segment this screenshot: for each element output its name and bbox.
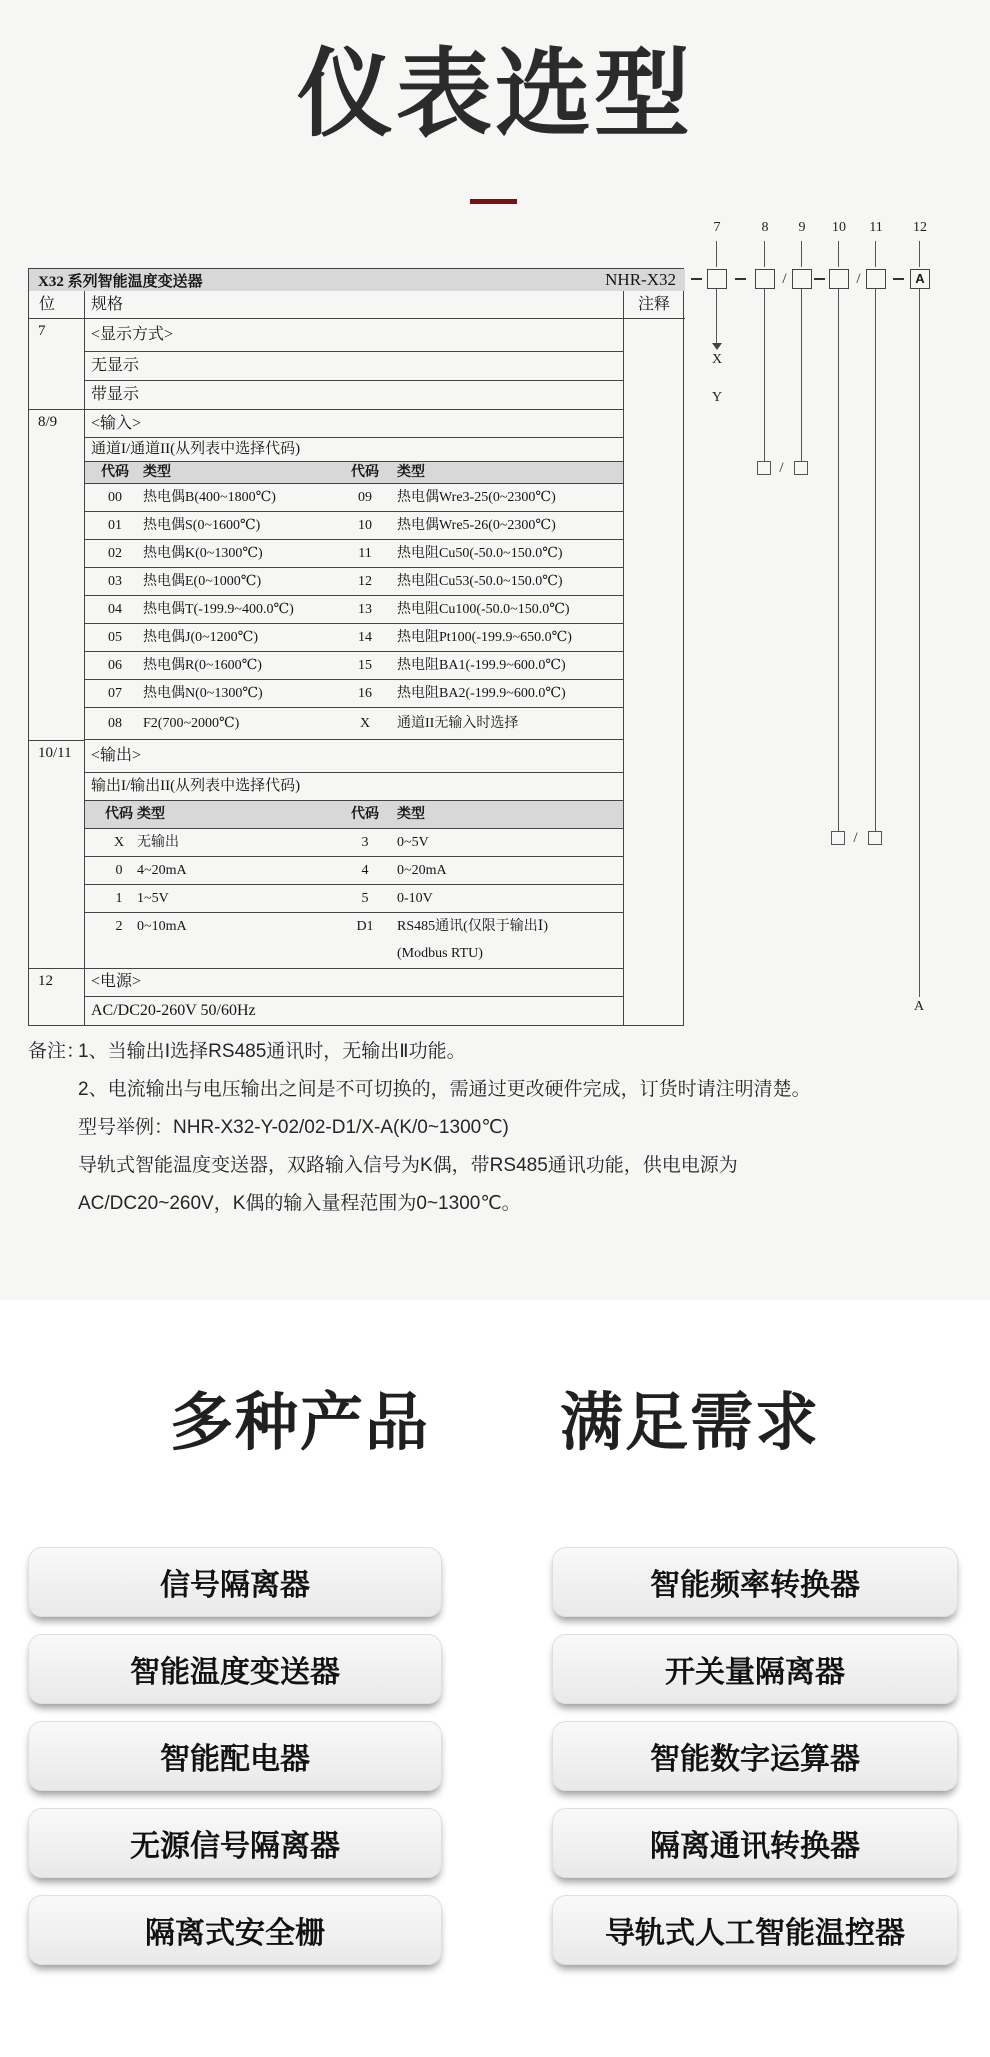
- output-row: [85, 829, 623, 857]
- connector-7: [716, 289, 717, 343]
- input-code: X: [359, 716, 371, 731]
- note-line-2: 2、电流输出与电压输出之间是不可切换的，需通过更改硬件完成，订货时请注明清楚。: [78, 1079, 811, 1100]
- table-header-row: [29, 291, 685, 319]
- output-code: 2: [115, 919, 123, 934]
- product-card-digital-calculator[interactable]: 智能数字运算器: [552, 1721, 958, 1791]
- annotation-x: X: [711, 352, 723, 367]
- code-box-11: [866, 269, 886, 289]
- input-row: [85, 540, 623, 568]
- input-code: 09: [358, 490, 372, 505]
- input-type: 热电偶Wre3-25(0~2300℃): [397, 490, 556, 505]
- notes-label: 备注：: [28, 1041, 86, 1062]
- table-title-bar: [29, 269, 685, 291]
- output-code: 3: [361, 835, 369, 850]
- input-row: [85, 652, 623, 680]
- digit-tick: [838, 241, 839, 267]
- input-type: 热电阻BA1(-199.9~600.0℃): [397, 658, 566, 673]
- spec-row-input-subtitle: 通道I/通道II(从列表中选择代码): [85, 438, 623, 462]
- spec-row-with-display: 带显示: [85, 381, 623, 410]
- product-card-comm-converter[interactable]: 隔离通讯转换器: [552, 1808, 958, 1878]
- output-row: [85, 913, 623, 969]
- annotation-slash: /: [779, 460, 784, 476]
- type-header: 类型: [137, 807, 165, 822]
- placeholder-box: [831, 831, 845, 845]
- spec-row-output-subtitle: 输出I/输出II(从列表中选择代码): [85, 773, 623, 801]
- input-code: 14: [358, 630, 372, 645]
- output-type-line2: (Modbus RTU): [397, 946, 483, 961]
- input-row: [85, 596, 623, 624]
- product-card-temp-transmitter[interactable]: 智能温度变送器: [28, 1634, 442, 1704]
- input-type: 热电阻Cu100(-50.0~150.0℃): [397, 602, 570, 617]
- input-code: 05: [108, 630, 122, 645]
- output-row: [85, 857, 623, 885]
- note-line-5: AC/DC20~260V，K偶的输入量程范围为0~1300℃。: [78, 1193, 521, 1214]
- input-row: [85, 624, 623, 652]
- code-header: 代码: [351, 807, 379, 822]
- output-code: 4: [361, 863, 369, 878]
- spec-row-input-title: <输入>: [85, 410, 623, 438]
- v-divider-note: [623, 291, 624, 1026]
- connector-11: [875, 289, 876, 831]
- input-code: 12: [358, 574, 372, 589]
- input-row: [85, 512, 623, 540]
- connector-12: [919, 289, 920, 997]
- output-type: 0~10mA: [137, 919, 187, 934]
- digit-tick: [716, 241, 717, 267]
- input-code: 07: [108, 686, 122, 701]
- code-digit-8: 8: [761, 220, 769, 235]
- product-card-safety-barrier[interactable]: 隔离式安全栅: [28, 1895, 442, 1965]
- code-box-10: [829, 269, 849, 289]
- input-type: 热电偶J(0~1200℃): [143, 630, 259, 645]
- input-row: [85, 484, 623, 512]
- col-header-pos: 位: [39, 296, 56, 313]
- code-dash: [735, 278, 746, 280]
- annotation-a: A: [913, 999, 925, 1014]
- arrow-down-icon: [712, 343, 722, 350]
- input-type: 热电偶N(0~1300℃): [143, 686, 263, 701]
- input-code: 15: [358, 658, 372, 673]
- note-line-4: 导轨式智能温度变送器，双路输入信号为K偶，带RS485通讯功能，供电电源为: [78, 1155, 738, 1176]
- product-card-passive-isolator[interactable]: 无源信号隔离器: [28, 1808, 442, 1878]
- input-type: 热电偶E(0~1000℃): [143, 574, 262, 589]
- output-code: 1: [115, 891, 123, 906]
- output-type: 0-10V: [397, 891, 433, 906]
- input-code: 10: [358, 518, 372, 533]
- input-type: 热电偶B(400~1800℃): [143, 490, 276, 505]
- output-type: RS485通讯(仅限于输出Ⅰ): [397, 919, 548, 934]
- spec-row-power-title: <电源>: [85, 968, 623, 997]
- product-card-switch-isolator[interactable]: 开关量隔离器: [552, 1634, 958, 1704]
- block-line: [29, 740, 85, 741]
- code-digit-7: 7: [713, 220, 721, 235]
- input-code: 02: [108, 546, 122, 561]
- annotation-y: Y: [711, 390, 723, 405]
- type-header: 类型: [143, 465, 171, 480]
- output-row: [85, 885, 623, 913]
- model-prefix: NHR-X32: [605, 270, 676, 289]
- title-accent-dash: [470, 199, 517, 204]
- digit-tick: [764, 241, 765, 267]
- type-header: 类型: [397, 807, 425, 822]
- annotation-slash: /: [853, 830, 858, 846]
- output-type: 0~5V: [397, 835, 429, 850]
- output-code: 0: [115, 863, 123, 878]
- output-type: 1~5V: [137, 891, 169, 906]
- code-box-7: [707, 269, 727, 289]
- spec-row-output-title: <输出>: [85, 740, 623, 773]
- block-line: [29, 409, 85, 410]
- selection-table: [28, 268, 684, 1026]
- input-type: 热电阻BA2(-199.9~600.0℃): [397, 686, 566, 701]
- digit-tick: [875, 241, 876, 267]
- input-code: 03: [108, 574, 122, 589]
- digit-tick: [801, 241, 802, 267]
- input-code: 08: [108, 716, 122, 731]
- pos-label-7: 7: [38, 323, 46, 339]
- input-type: 热电偶T(-199.9~400.0℃): [143, 602, 294, 617]
- col-header-spec: 规格: [91, 296, 124, 313]
- code-header: 代码: [351, 465, 379, 480]
- code-digit-9: 9: [798, 220, 806, 235]
- spec-row-display-title: <显示方式>: [85, 319, 623, 352]
- spec-row-no-display: 无显示: [85, 352, 623, 381]
- product-card-frequency-converter[interactable]: 智能频率转换器: [552, 1547, 958, 1617]
- output-type: 0~20mA: [397, 863, 447, 878]
- digit-tick: [919, 241, 920, 267]
- code-slash: /: [782, 271, 787, 287]
- input-code: 13: [358, 602, 372, 617]
- output-code: D1: [356, 919, 374, 934]
- placeholder-box: [757, 461, 771, 475]
- output-type: 无输出: [137, 835, 179, 850]
- product-card-rail-ai-controller[interactable]: 导轨式人工智能温控器: [552, 1895, 958, 1965]
- input-row: [85, 708, 623, 740]
- input-type: 热电阻Cu53(-50.0~150.0℃): [397, 574, 563, 589]
- input-type: F2(700~2000℃): [143, 716, 240, 731]
- input-row: [85, 680, 623, 708]
- input-type: 热电偶S(0~1600℃): [143, 518, 261, 533]
- pos-label-10-11: 10/11: [38, 745, 72, 761]
- code-header: 代码: [105, 807, 133, 822]
- col-header-note: 注释: [637, 296, 670, 313]
- input-code: 00: [108, 490, 122, 505]
- note-line-3: 型号举例：NHR-X32-Y-02/02-D1/X-A(K/0~1300℃): [78, 1117, 509, 1138]
- code-digit-10: 10: [832, 220, 846, 235]
- spec-row-power-value: AC/DC20-260V 50/60Hz: [91, 1002, 256, 1019]
- code-dash: [814, 278, 825, 280]
- note-line-1: 1、当输出Ⅰ选择RS485通讯时，无输出Ⅱ功能。: [78, 1041, 466, 1062]
- code-box-9: [792, 269, 812, 289]
- input-code: 01: [108, 518, 122, 533]
- pos-label-8-9: 8/9: [38, 414, 58, 430]
- input-type: 热电阻Pt100(-199.9~650.0℃): [397, 630, 572, 645]
- input-code-header: [85, 462, 623, 484]
- output-code: 5: [361, 891, 369, 906]
- connector-10: [838, 289, 839, 831]
- code-dash: [691, 278, 702, 280]
- input-type: 通道II无输入时选择: [397, 716, 519, 731]
- connector-8: [764, 289, 765, 461]
- connector-9: [801, 289, 802, 461]
- product-card-power-distributor[interactable]: 智能配电器: [28, 1721, 442, 1791]
- code-box-8: [755, 269, 775, 289]
- output-type: 4~20mA: [137, 863, 187, 878]
- code-header: 代码: [101, 465, 129, 480]
- series-label: X32 系列智能温度变送器: [38, 273, 203, 290]
- input-type: 热电偶R(0~1600℃): [143, 658, 262, 673]
- input-code: 16: [358, 686, 372, 701]
- code-box-12-suffix: A: [910, 269, 930, 289]
- input-code: 06: [108, 658, 122, 673]
- pos-label-12: 12: [38, 973, 53, 989]
- page-title: 仪表选型: [297, 41, 693, 148]
- placeholder-box: [868, 831, 882, 845]
- output-code: X: [113, 835, 125, 850]
- code-digit-12: 12: [913, 220, 927, 235]
- placeholder-box: [794, 461, 808, 475]
- input-code: 11: [358, 546, 372, 561]
- code-slash: /: [856, 271, 861, 287]
- code-digit-11: 11: [869, 220, 883, 235]
- input-code: 04: [108, 602, 122, 617]
- output-code-header: [85, 801, 623, 829]
- input-type: 热电阻Cu50(-50.0~150.0℃): [397, 546, 563, 561]
- input-type: 热电偶K(0~1300℃): [143, 546, 263, 561]
- type-header: 类型: [397, 465, 425, 480]
- product-card-signal-isolator[interactable]: 信号隔离器: [28, 1547, 442, 1617]
- section-title: 多种产品 满足需求: [170, 1388, 820, 1458]
- input-type: 热电偶Wre5-26(0~2300℃): [397, 518, 556, 533]
- input-row: [85, 568, 623, 596]
- block-line: [29, 968, 85, 969]
- code-dash: [893, 278, 904, 280]
